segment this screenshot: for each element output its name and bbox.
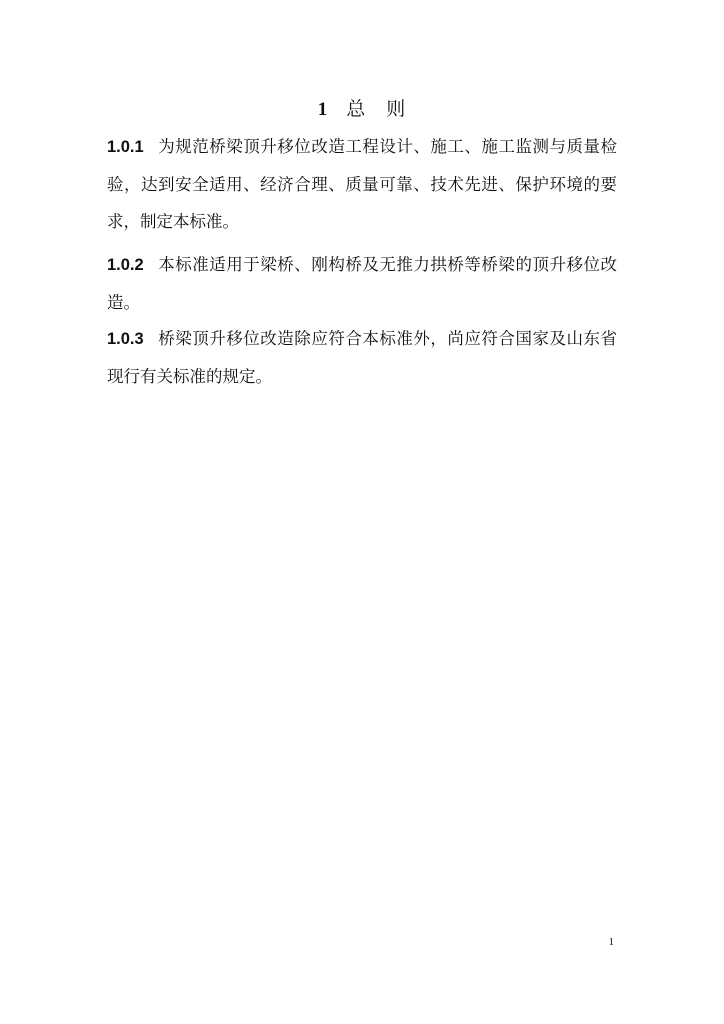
clause-text: 本标准适用于梁桥、刚构桥及无推力拱桥等桥梁的顶升移位改造。 bbox=[107, 255, 617, 312]
chapter-heading bbox=[0, 94, 724, 121]
clause-1-0-1 bbox=[107, 128, 617, 240]
chapter-number: 1 bbox=[317, 99, 329, 120]
clause-number: 1.0.3 bbox=[107, 330, 144, 348]
clause-number: 1.0.2 bbox=[107, 256, 144, 274]
clause-1-0-2 bbox=[107, 246, 617, 321]
clause-text: 桥梁顶升移位改造除应符合本标准外，尚应符合国家及山东省现行有关标准的规定。 bbox=[107, 329, 617, 386]
clause-number: 1.0.1 bbox=[107, 138, 144, 156]
clause-1-0-3 bbox=[107, 320, 617, 395]
chapter-title: 总 则 bbox=[346, 98, 407, 120]
clause-text: 为规范桥梁顶升移位改造工程设计、施工、施工监测与质量检验，达到安全适用、经济合理、质量可靠、技术先进、保护环境的要求，制定本标准。 bbox=[107, 137, 617, 231]
page-number: 1 bbox=[608, 936, 614, 948]
